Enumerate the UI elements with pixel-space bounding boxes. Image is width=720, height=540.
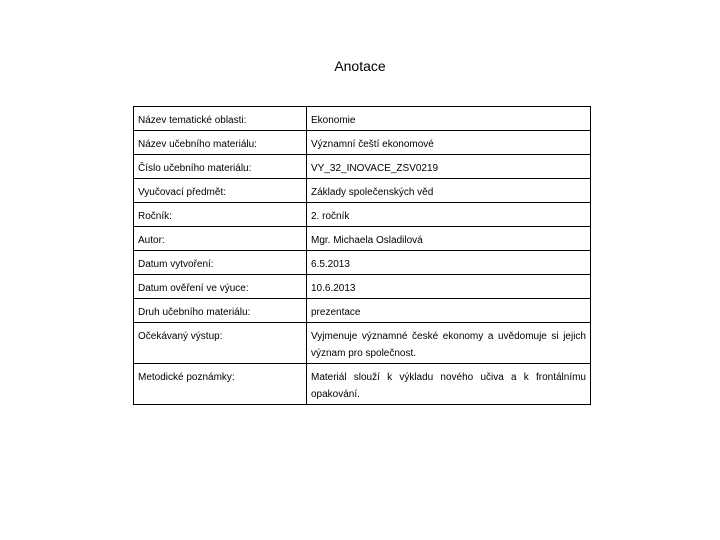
row-label: Metodické poznámky: bbox=[134, 364, 307, 405]
table-row-date-created bbox=[134, 251, 591, 275]
table-row-date-verified bbox=[134, 275, 591, 299]
table-row-grade bbox=[134, 203, 591, 227]
row-label: Číslo učebního materiálu: bbox=[134, 155, 307, 179]
row-value: Mgr. Michaela Osladilová bbox=[307, 227, 591, 251]
row-value: Vyjmenuje významné české ekonomy a uvědomuje si jejich význam pro společnost. bbox=[307, 323, 591, 364]
page-title: Anotace bbox=[334, 58, 386, 74]
row-label: Vyučovací předmět: bbox=[134, 179, 307, 203]
row-value: prezentace bbox=[307, 299, 591, 323]
row-label: Ročník: bbox=[134, 203, 307, 227]
row-value: 10.6.2013 bbox=[307, 275, 591, 299]
row-label: Název tematické oblasti: bbox=[134, 107, 307, 131]
row-value: Významní čeští ekonomové bbox=[307, 131, 591, 155]
table-row-methodical-notes bbox=[134, 364, 591, 405]
annotation-table bbox=[133, 106, 591, 405]
table-row-expected-outcome bbox=[134, 323, 591, 364]
row-value: VY_32_INOVACE_ZSV0219 bbox=[307, 155, 591, 179]
row-value: Ekonomie bbox=[307, 107, 591, 131]
table-row-subject bbox=[134, 179, 591, 203]
row-label: Autor: bbox=[134, 227, 307, 251]
table-row-material-type bbox=[134, 299, 591, 323]
row-value: Základy společenských věd bbox=[307, 179, 591, 203]
row-label: Datum vytvoření: bbox=[134, 251, 307, 275]
table-row-topic-area bbox=[134, 107, 591, 131]
row-label: Datum ověření ve výuce: bbox=[134, 275, 307, 299]
row-value: 6.5.2013 bbox=[307, 251, 591, 275]
row-value: 2. ročník bbox=[307, 203, 591, 227]
row-label: Název učebního materiálu: bbox=[134, 131, 307, 155]
table-row-material-number bbox=[134, 155, 591, 179]
row-label: Druh učebního materiálu: bbox=[134, 299, 307, 323]
row-value: Materiál slouží k výkladu nového učiva a k frontálnímu opakování. bbox=[307, 364, 591, 405]
table-row-author bbox=[134, 227, 591, 251]
table-row-material-name bbox=[134, 131, 591, 155]
row-label: Očekávaný výstup: bbox=[134, 323, 307, 364]
